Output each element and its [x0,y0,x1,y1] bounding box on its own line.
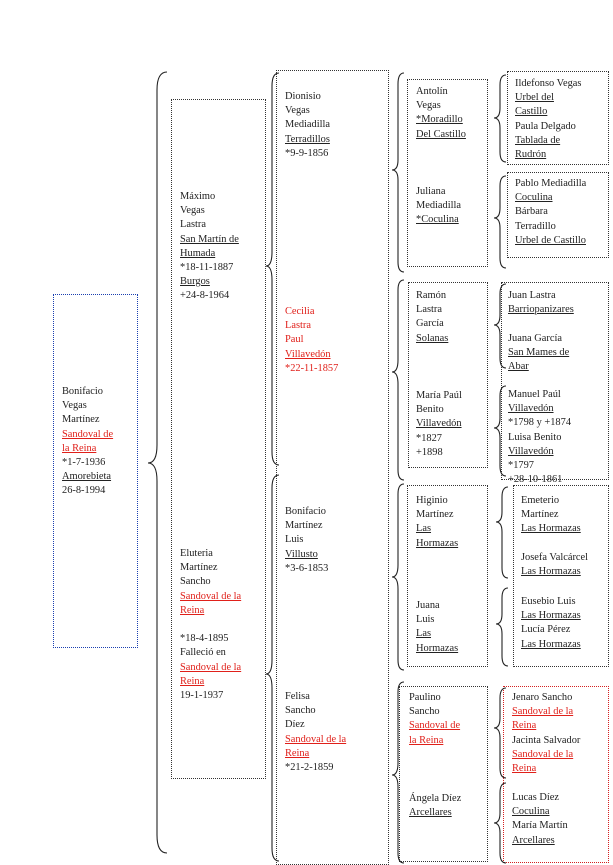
spacer-line [521,537,588,551]
birthplace-line: Hormazas [416,642,459,654]
birthplace-line: Villavedón [508,403,554,415]
name-line: Ildefonso Vegas [515,78,582,89]
brace-gen2-bottom [266,475,279,861]
name-line: Lastra [180,219,206,231]
brace-juliana [494,176,506,268]
brace-gen3-dionisio [392,73,404,272]
birthplace-line: Arcellares [512,834,555,846]
name-line: Antolín [416,86,448,97]
birthplace-line: Solanas [416,332,449,344]
name-line: Paul [285,334,304,346]
name-line: Higinio [416,495,448,506]
person-cecilia-lastra [285,305,338,376]
brace-gen3-bonifacio [392,484,404,670]
brace-juana [496,588,508,666]
birthplace-line: Coculina [515,192,553,204]
death-label: Falleció en [180,647,226,659]
name-line: Mediadilla [416,200,462,212]
name-line: Benito [416,404,444,416]
couple-pablo-barbara [515,177,586,248]
name-line: Martínez [180,562,218,574]
birthplace-line: *Coculina [416,214,459,226]
brace-ramon [494,284,506,368]
birthplace-line: Reina [512,720,537,732]
death-place: Sandoval de la [180,661,242,673]
couple-jenaro-jacinta [512,691,580,776]
birth-date: *21-2-1859 [285,762,334,774]
name-line: Luisa Benito [508,431,562,443]
person-juliana-mediadilla [416,185,461,228]
name-line: Terradillo [515,220,556,232]
person-paulino-sancho [409,691,460,748]
name-line: María Martín [512,820,568,832]
death-date: +28-10-1861 [508,474,563,486]
name-line: Martínez [416,509,454,521]
birthplace-line: Sandoval de [409,720,461,732]
spacer-line [180,618,241,632]
brace-maria-paul [494,386,506,476]
birthplace-line: Reina [512,763,537,775]
name-line: Emeterio [521,495,560,506]
name-line: Vegas [285,105,310,117]
birthplace-line: Arcellares [409,807,452,819]
person-higinio-martinez [416,494,458,551]
couple-eusebio-lucia [521,595,581,652]
birthplace-line: Sandoval de la [512,748,574,760]
birth-date: *1-7-1936 [62,457,106,469]
birthplace-line: la Reina [409,734,444,746]
name-line: Martínez [62,414,100,426]
name-line: Jacinta Salvador [512,734,581,746]
brace-paulino [494,688,506,778]
name-line: María Paúl [416,390,462,401]
couple-manuel-luisa [508,388,571,487]
name-line: Bárbara [515,206,548,218]
name-line: Eusebio Luis [521,596,576,607]
birth-date: *3-6-1853 [285,562,329,574]
brace-gen3-felisa [392,682,404,863]
dates-line: *1798 y +1874 [508,417,572,429]
birthplace-line: Urbel de Castillo [515,234,586,246]
name-line: Jenaro Sancho [512,692,573,703]
birthplace-line: Del Castillo [416,128,466,140]
name-line: Luis [416,614,435,626]
birthplace-line: Barriopanizares [508,304,574,316]
birthplace-line: San Martín de [180,233,239,245]
birthplace-line: Rudrón [515,149,547,161]
name-line: Manuel Paúl [508,389,561,400]
birthplace-line: la Reina [62,442,97,454]
name-line: Sancho [285,705,316,717]
birth-date: *22-11-1857 [285,362,339,374]
death-date: 26-8-1994 [62,485,106,497]
person-angela-diez [409,792,461,820]
person-maximo-vegas [180,190,239,304]
birthplace-line: Sandoval de la [180,590,242,602]
name-line: Martínez [521,509,559,521]
person-bonifacio-martinez [285,505,328,576]
name-line: García [416,318,444,330]
name-line: Paula Delgado [515,120,576,132]
birthplace-line: Las Hormazas [521,566,581,577]
person-bonifacio-vegas [62,385,113,499]
birthplace-line: Humada [180,247,216,259]
name-line: Sancho [180,576,211,588]
birthplace-line: Las Hormazas [521,523,581,535]
birthplace-line: Abar [508,361,529,372]
birthplace-line: Tablada de [515,134,561,146]
brace-gen3-cecilia [392,280,404,480]
name-line: Luis [285,534,304,546]
birthplace-line: Las Hormazas [521,638,581,650]
birthplace-line: Terradillos [285,133,330,145]
person-ramon-lastra [416,289,448,346]
birthplace-line: Hormazas [416,537,459,549]
spacer-line [508,317,574,331]
birth-date: *1797 [508,460,534,472]
name-line: Juana García [508,332,562,344]
name-line: Lastra [285,320,311,332]
birthplace-line: Sandoval de [62,428,114,440]
name-line: Ramón [416,290,447,301]
person-juana-luis [416,599,458,656]
person-dionisio-vegas [285,90,330,161]
name-line: Pablo Mediadilla [515,178,587,189]
birthplace-line: Villavedón [416,418,462,430]
name-line: Eluteria [180,548,213,559]
brace-antolin [494,75,506,162]
name-line: Josefa Valcárcel [521,551,589,563]
birth-date: *9-9-1856 [285,147,329,159]
birthplace-line: Villusto [285,548,318,560]
brace-gen1 [148,72,167,853]
birthplace-line: Coculina [512,806,550,818]
person-antolin-vegas [416,85,466,142]
birthplace-line: San Mames de [508,346,570,358]
name-line: Lucía Pérez [521,624,571,636]
death-date: +1898 [416,446,443,458]
name-line: Juliana [416,186,446,197]
name-line: Ángela Díez [409,793,462,804]
birthplace-line: Urbel del [515,92,554,104]
name-line: Juana [416,600,440,611]
brace-angela [494,783,506,863]
name-line: Lucas Díez [512,792,560,803]
name-line: Vegas [416,100,441,112]
name-line: Máximo [180,191,216,202]
death-date: +24-8-1964 [180,290,230,302]
name-line: Felisa [285,691,310,702]
name-line: Bonifacio [285,506,326,517]
birthplace-line: Sandoval de la [285,733,347,745]
couple-emeterio-josefa [521,494,588,579]
name-line: Sancho [409,706,440,718]
birthplace-line: Castillo [515,106,548,118]
name-line: Bonifacio [62,386,103,397]
name-line: Mediadilla [285,119,331,131]
death-place: Burgos [180,276,210,288]
couple-lucas-maria [512,791,568,848]
name-line: Martínez [285,520,323,532]
couple-juan-juana [508,289,574,374]
birth-date: *18-11-1887 [180,262,234,274]
death-place: Reina [180,675,205,687]
birthplace-line: Villavedón [285,348,331,360]
person-eluteria-martinez [180,547,241,703]
death-place: Amorebieta [62,471,112,483]
birthplace-line: Villavedón [508,445,554,457]
name-line: Vegas [180,205,205,217]
birthplace-line: Las [416,523,432,535]
name-line: Díez [285,719,305,731]
person-felisa-sancho [285,690,346,775]
name-line: Lastra [416,304,442,316]
brace-higinio [496,487,508,578]
birthplace-line: Reina [180,604,205,616]
birth-date: *18-4-1895 [180,633,229,645]
name-line: Juan Lastra [508,290,556,301]
name-line: Vegas [62,400,87,412]
birthplace-line: *Moradillo [416,114,463,126]
death-date: 19-1-1937 [180,690,224,702]
person-maria-paul-benito [416,389,462,460]
birthplace-line: Las Hormazas [521,610,581,622]
birth-date: *1827 [416,432,442,444]
name-line: Paulino [409,692,441,703]
brace-gen2-top [266,73,279,465]
birthplace-line: Reina [285,747,310,759]
birthplace-line: Sandoval de la [512,706,574,718]
couple-ildefonso-paula [515,77,581,162]
name-line: Cecilia [285,306,315,317]
name-line: Dionisio [285,91,321,102]
birthplace-line: Las [416,628,432,640]
